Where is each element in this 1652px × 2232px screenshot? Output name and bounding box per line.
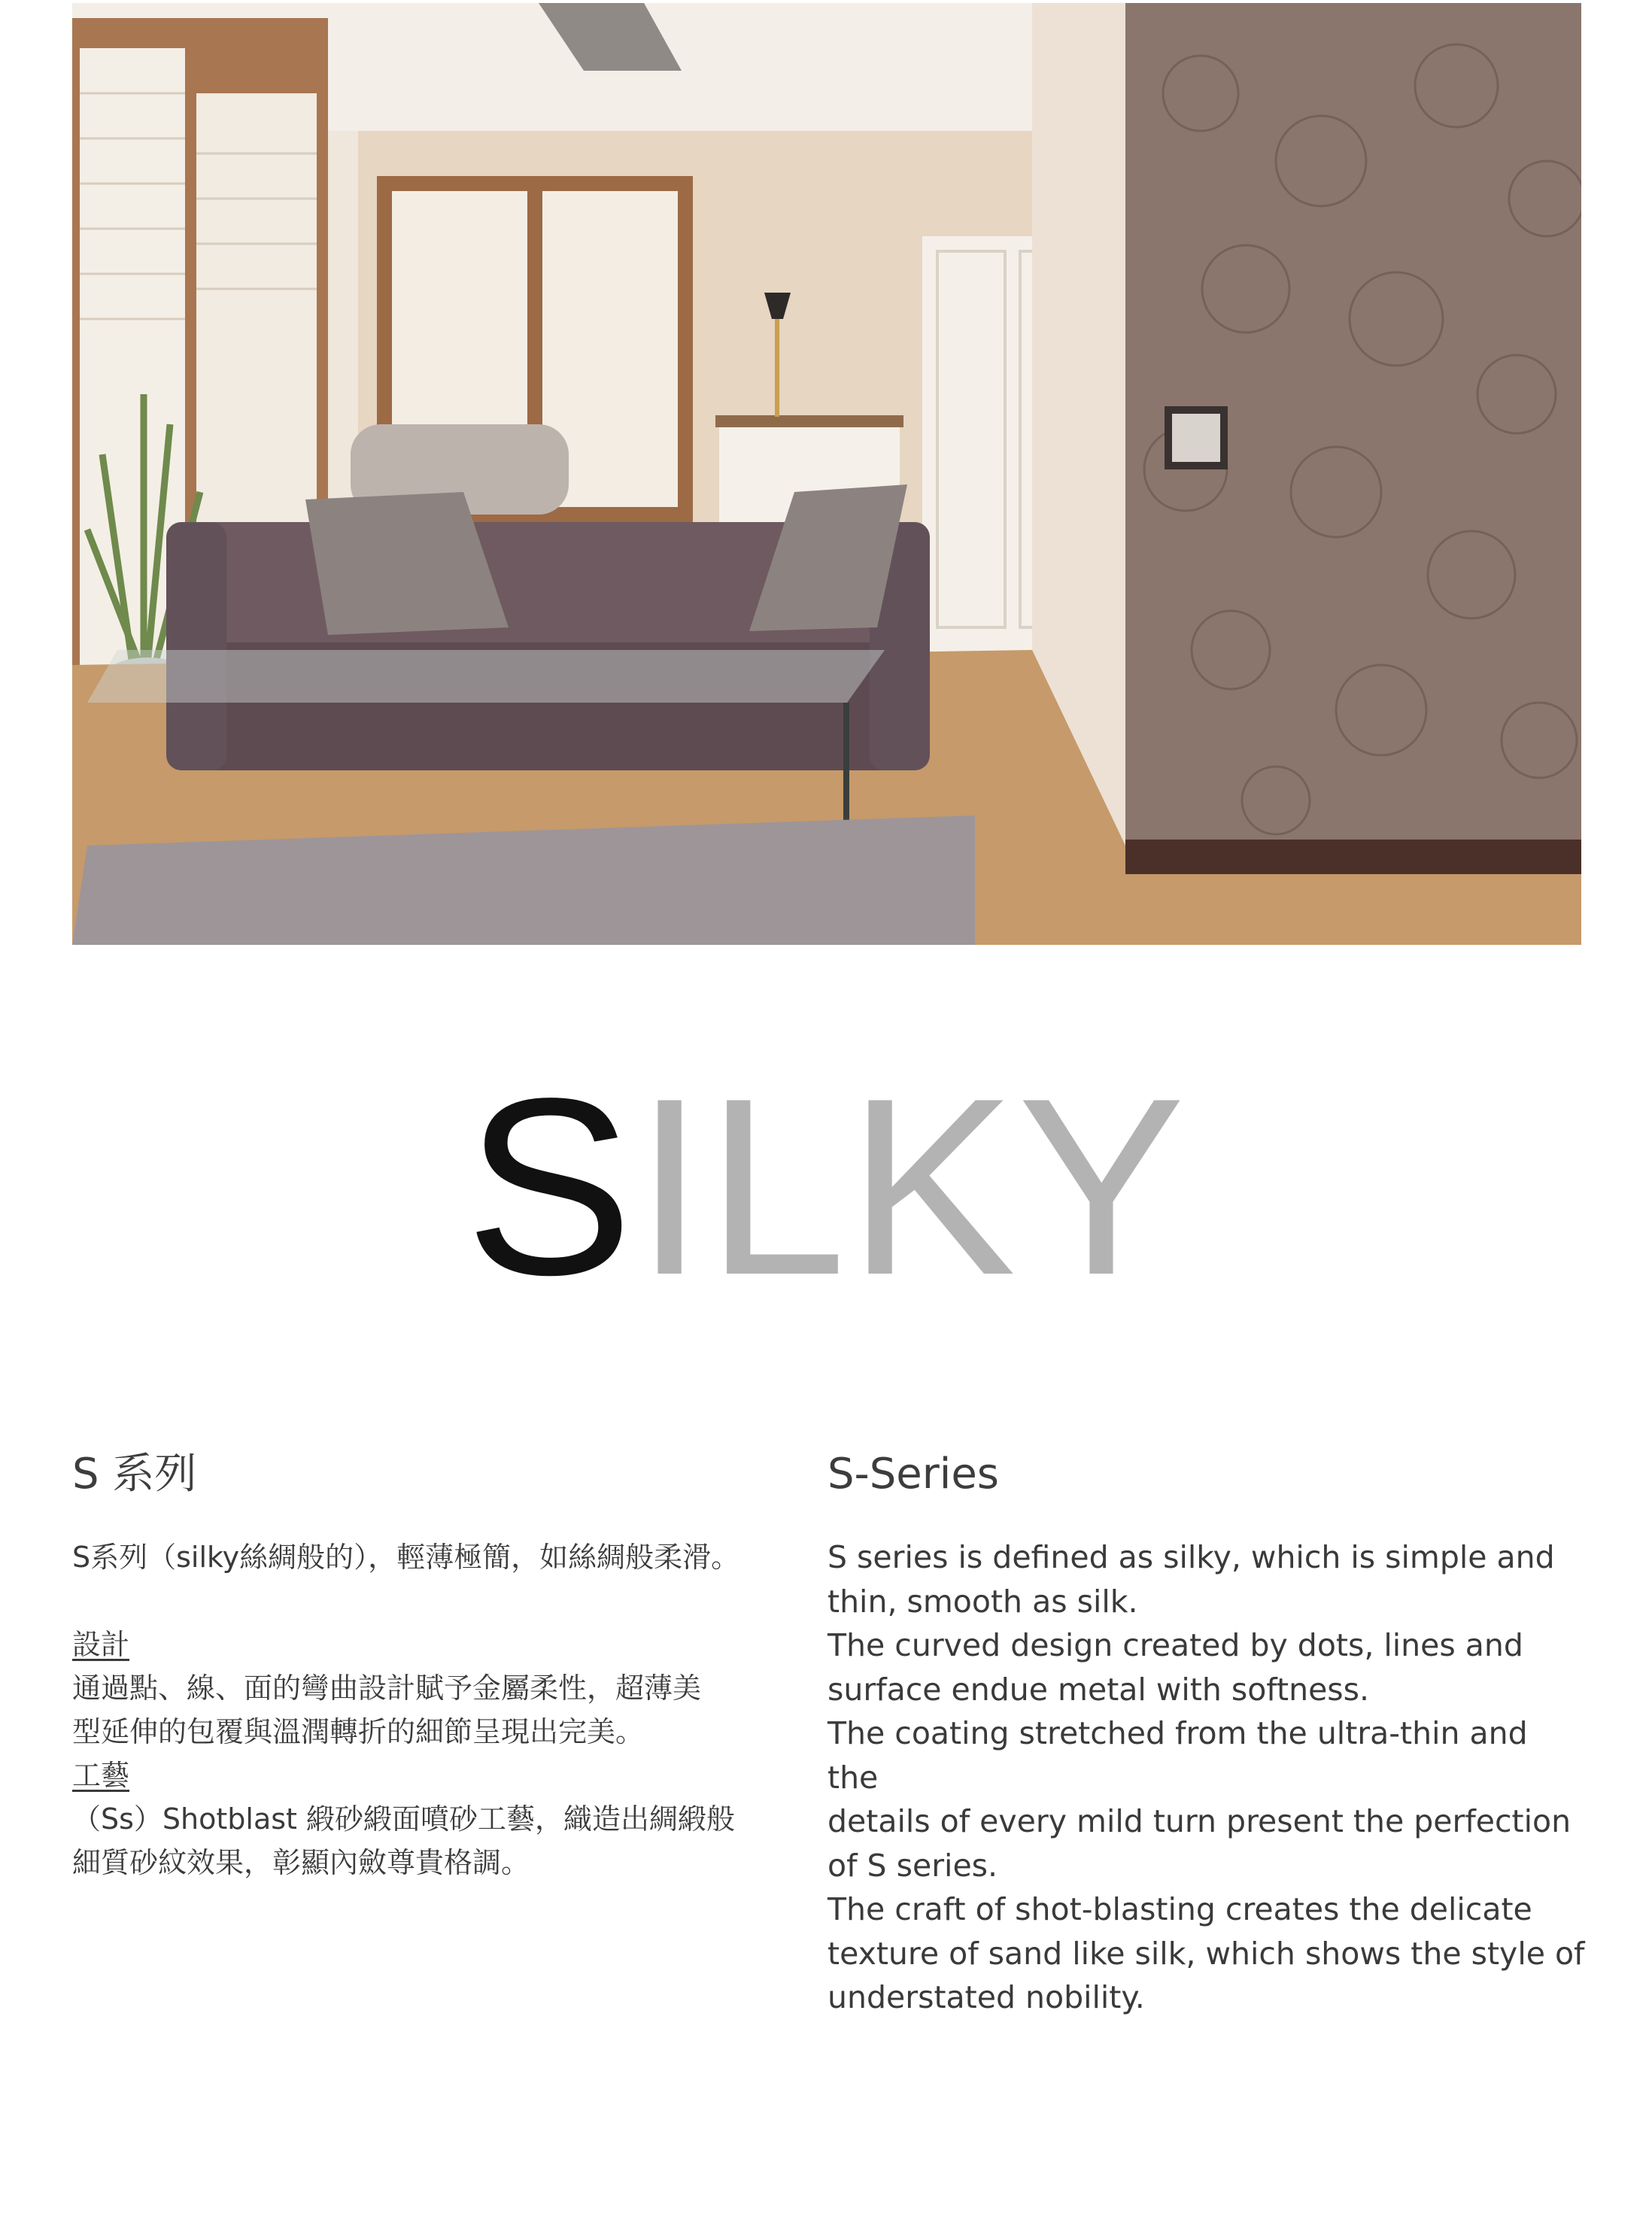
en-heading: S-Series: [828, 1450, 999, 1499]
en-line: S series is defined as silky, which is simple and: [828, 1539, 1555, 1575]
hero-photo: [72, 3, 1581, 945]
zh-craft-label: 工藝: [72, 1759, 130, 1792]
en-line: The craft of shot-blasting creates the delicate: [828, 1891, 1532, 1927]
english-description-column: [828, 1448, 1587, 2020]
en-line: of S series.: [828, 1847, 998, 1884]
zh-design-line-1: 通過點、線、面的彎曲設計賦予金屬柔性，超薄美: [72, 1672, 702, 1705]
living-room-illustration: [72, 3, 1581, 945]
zh-design-label: 設計: [72, 1628, 130, 1661]
en-line: The curved design created by dots, lines and: [828, 1627, 1523, 1663]
zh-intro: S系列（silky絲綢般的），輕薄極簡，如絲綢般柔滑。: [72, 1541, 740, 1574]
en-line: details of every mild turn present the perfection: [828, 1803, 1572, 1839]
spacer: [72, 1579, 794, 1623]
zh-heading: S 系列: [72, 1450, 197, 1499]
zh-craft-line-2: 細質砂紋效果，彰顯內斂尊貴格調。: [72, 1846, 530, 1879]
en-line: The coating stretched from the ultra-thin and the: [828, 1715, 1528, 1796]
zh-body: [72, 1535, 794, 1884]
title-rest-letters: ILKY: [634, 1046, 1187, 1327]
en-line: texture of sand like silk, which shows the style of: [828, 1935, 1585, 1972]
en-line: thin, smooth as silk.: [828, 1583, 1138, 1620]
zh-design-line-2: 型延伸的包覆與溫潤轉折的細節呈現出完美。: [72, 1715, 645, 1748]
en-body: [828, 1535, 1587, 2020]
en-line: understated nobility.: [828, 1979, 1145, 2015]
en-line: surface endue metal with softness.: [828, 1671, 1370, 1708]
zh-craft-line-1: （Ss）Shotblast 緞砂緞面噴砂工藝，織造出綢緞般: [72, 1802, 736, 1836]
title-lead-letter: S: [465, 1046, 635, 1327]
silky-title: [0, 1046, 1652, 1327]
chinese-description-column: [72, 1448, 794, 1884]
